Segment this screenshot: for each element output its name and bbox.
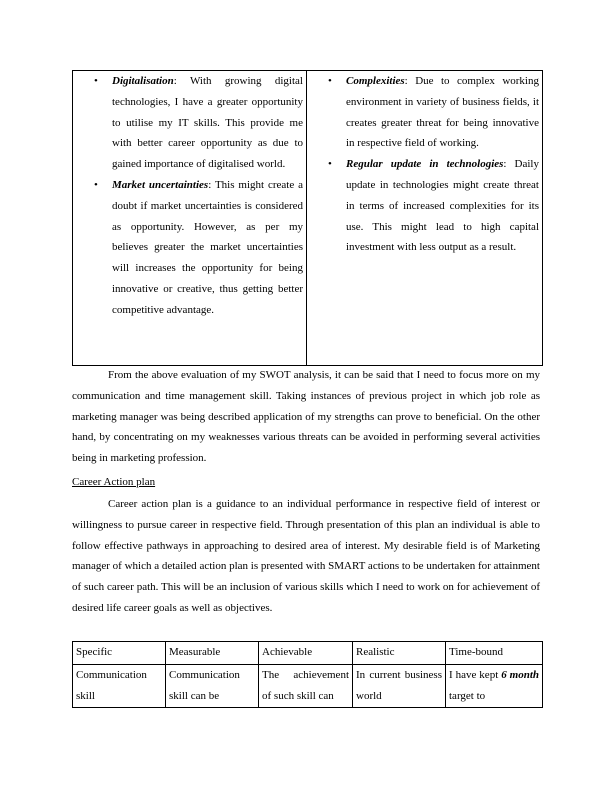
item-term: Complexities	[346, 75, 405, 87]
item-term: Market uncertainties	[112, 178, 209, 191]
item-text: With growing digital technologies, I have a greater opportunity to utilise my IT skills. This provide me with better career opportunity as due to gained importance of digitalised world.	[112, 75, 303, 171]
opportunities-list	[77, 71, 303, 321]
smart-table	[72, 641, 543, 708]
item-text: Due to complex working environment in variety of business fields, it creates greater threat for being innovative in respective field of working.	[346, 75, 539, 150]
cell-realistic: In current business world	[353, 665, 446, 708]
career-action-plan-paragraph: Career action plan is a guidance to an individual performance in respective field of interest or willingness to pursue career in respective field. Through presentation of this plan an individual is able to follow effective pathways in approaching to desired area of interest. My desirable field is of Marketing manager of which a detailed action plan is presented with SMART actions to be undertaken for attainment of such career path. This will be an inclusion of various skills which I need to work on for achievement of desired life career goals as well as objectives.	[72, 498, 540, 614]
swot-row	[73, 71, 543, 366]
header-measurable: Measurable	[166, 642, 259, 665]
cell-specific: Communication skill	[73, 665, 166, 708]
opportunities-cell	[73, 71, 307, 366]
list-item: • Complexities: Due to complex working environment in variety of business fields, it creates greater threat for being innovative in respective field of working.	[346, 71, 539, 154]
item-text: This might create a doubt if market uncertainties is considered as opportunity. However, as per my believes greater the market uncertainties will increases the opportunity for being innovative or creative, thus getting better competitive advantage.	[112, 178, 303, 316]
table-row	[73, 665, 543, 708]
list-item: • Regular update in technologies: Daily update in technologies might create threat in terms of increased complexities for its use. This might lead to high capital investment with less output as a result.	[346, 154, 539, 258]
header-realistic: Realistic	[353, 642, 446, 665]
item-term: Regular update in technologies	[346, 158, 504, 171]
header-time-bound: Time-bound	[446, 642, 543, 665]
item-text: Daily update in technologies might create threat in terms of increased complexities for its use. This might lead to high capital investment with less output as a result.	[346, 158, 539, 254]
header-specific: Specific	[73, 642, 166, 665]
career-action-plan-heading: Career Action plan	[72, 476, 156, 488]
time-bound-emphasis: 6 month	[501, 669, 539, 681]
threats-list	[311, 71, 539, 258]
list-item: • Digitalisation: With growing digital technologies, I have a greater opportunity to utilise my IT skills. This provide me with better career opportunity as due to gained importance of digitalised world.	[112, 71, 303, 175]
swot-table	[72, 70, 543, 366]
item-term: Digitalisation	[112, 75, 174, 87]
cell-achievable: The achievement of such skill can	[259, 665, 353, 708]
threats-cell	[307, 71, 543, 366]
list-item: • Market uncertainties: This might create a doubt if market uncertainties is considered as opportunity. However, as per my believes greater the market uncertainties will increases the opportunity for being innovative or creative, thus getting better competitive advantage.	[112, 175, 303, 321]
header-achievable: Achievable	[259, 642, 353, 665]
table-header-row	[73, 642, 543, 665]
swot-summary-paragraph: From the above evaluation of my SWOT analysis, it can be said that I need to focus more on my communication and time management skill. Taking instances of previous project in which job role as marketing manager was being described application of my strengths can prove to beneficial. On the other hand, by concentrating on my weaknesses various threats can be avoided in performing several activities being in marketing profession.	[72, 369, 540, 465]
cell-time-bound: I have kept 6 month target to	[446, 665, 543, 708]
cell-measurable: Communication skill can be	[166, 665, 259, 708]
